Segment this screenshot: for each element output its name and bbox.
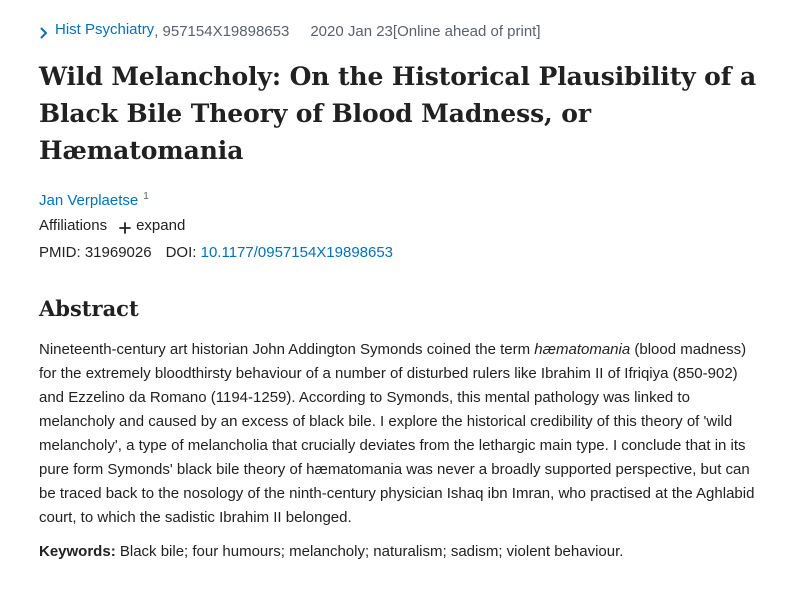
author-link[interactable]: Jan Verplaetse bbox=[39, 192, 139, 209]
abstract-term: hæmatomania bbox=[534, 341, 631, 358]
pmid-value: 31969026 bbox=[84, 244, 152, 261]
article-title: Wild Melancholy: On the Historical Plausibility of a Black Bile Theory of Blood Madness, or Hæmatomania bbox=[39, 62, 757, 165]
keywords-text: Black bile; four humours; melancholy; naturalism; sadism; violent behaviour. bbox=[119, 543, 624, 560]
affiliations-expand-button[interactable] bbox=[119, 216, 185, 236]
authors-list bbox=[39, 187, 149, 211]
doi-link[interactable]: 10.1177/0957154X19898653 bbox=[200, 244, 394, 261]
citation-line bbox=[39, 21, 541, 41]
chevron-right-icon[interactable] bbox=[39, 24, 51, 36]
plus-icon bbox=[119, 220, 131, 232]
pmid-label: PMID: bbox=[39, 244, 81, 261]
citation-comma: , bbox=[154, 23, 163, 40]
abstract-text-rest: (blood madness) for the extremely bloodthirsty behaviour of a number of disturbed rulers like Ibrahim II of Ifriqiya (850-902) and Ezzelino da Romano (1194-1259). According to Symonds, this mental pathology was linked to melancholy and caused by an excess of black bile. I explore the historical credibility of this theory of 'wild melancholy', a type of melancholia that crucially deviates from the lethargic main type. I conclude that in its pure form Symonds' black bile theory of hæmatomania was never a broadly supported perspective, but can be traced back to the nosology of the ninth-century physician Ishaq ibn Imran, who practised at the Aghlabid court, to which the sadistic Ibrahim II belonged. bbox=[39, 341, 755, 526]
affiliations-row bbox=[39, 216, 185, 236]
abstract-heading: Abstract bbox=[39, 296, 139, 321]
expand-label[interactable]: expand bbox=[136, 217, 186, 234]
affiliations-label: Affiliations bbox=[39, 217, 108, 234]
identifiers-row bbox=[39, 243, 393, 263]
article-id: 957154X19898653 bbox=[162, 23, 290, 40]
keywords bbox=[39, 542, 623, 562]
doi-label: DOI: bbox=[165, 244, 197, 261]
keywords-label: Keywords: bbox=[39, 543, 116, 560]
publication-status: [Online ahead of print] bbox=[392, 23, 541, 40]
abstract-text-start: Nineteenth-century art historian John Addington Symonds coined the term bbox=[39, 341, 535, 358]
journal-link-group[interactable] bbox=[39, 21, 154, 39]
abstract-text bbox=[39, 338, 763, 530]
journal-link[interactable]: Hist Psychiatry bbox=[55, 21, 155, 38]
affiliation-ref[interactable]: 1 bbox=[143, 191, 149, 202]
publication-date: 2020 Jan 23 bbox=[310, 23, 393, 40]
